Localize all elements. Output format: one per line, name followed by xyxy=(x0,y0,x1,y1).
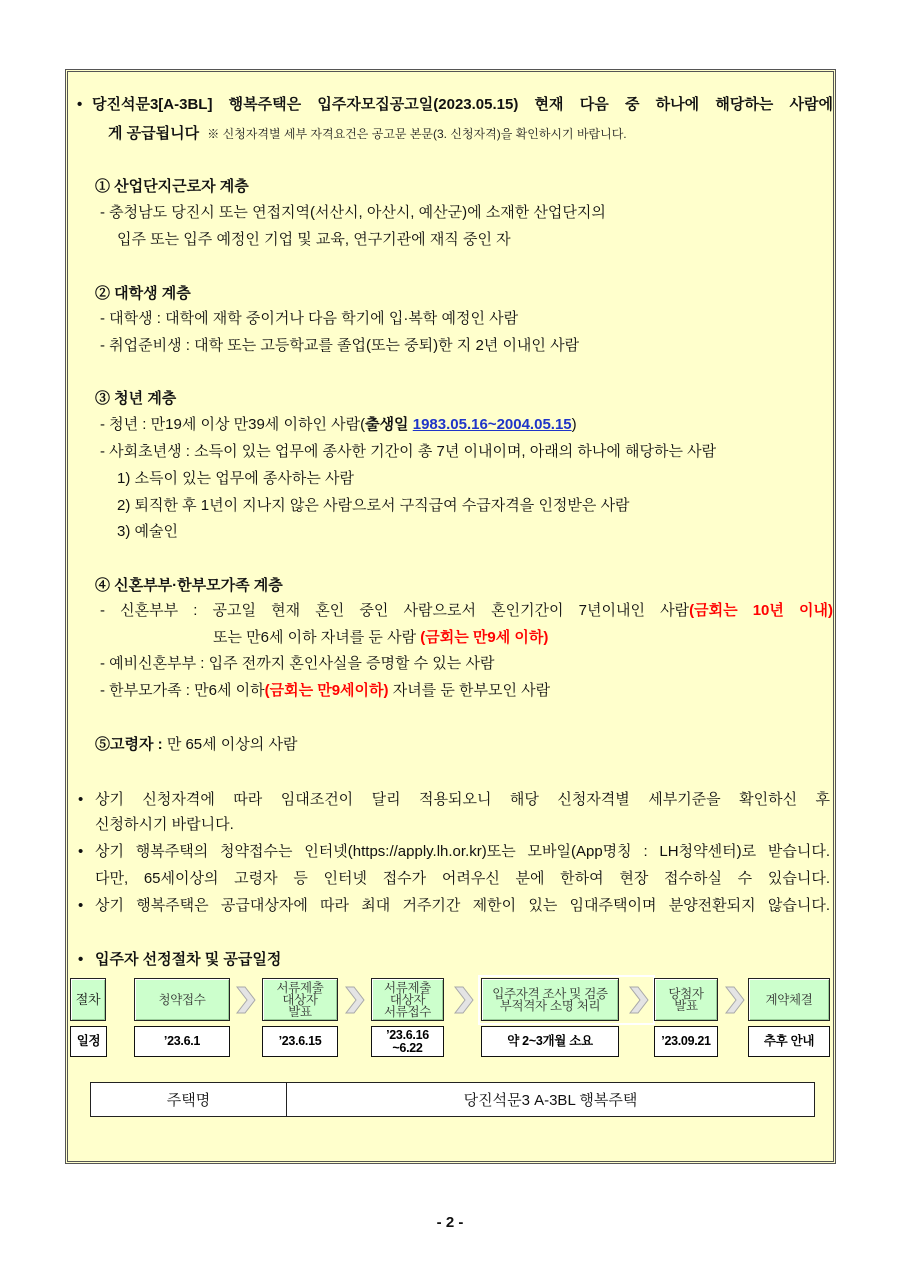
step-label: 발표 xyxy=(288,1004,312,1019)
student-line: - 취업준비생 : 대학 또는 고등학교를 졸업(또는 중퇴)한 지 2년 이내인 사람 xyxy=(100,337,580,354)
elderly-line xyxy=(95,734,830,756)
closing-paren: ) xyxy=(571,416,577,433)
schedule-date: 약 2~3개월 소요 xyxy=(507,1034,593,1048)
intro-line-2 xyxy=(108,123,830,145)
section-title-industrial: ① 산업단지근로자 계층 xyxy=(95,178,249,195)
youth-line xyxy=(100,414,830,436)
single-parent-criteria: - 한부모가족 : 만6세 이하 xyxy=(100,682,265,699)
step-label: 대상자 xyxy=(282,992,318,1007)
schedule-cell xyxy=(134,1026,230,1057)
row-label-text: 일정 xyxy=(76,1034,101,1048)
intro-note: ※ 신청자격별 세부 자격요건은 공고문 본문(3. 신청자격)을 확인하시기 바랍니다. xyxy=(207,127,627,141)
bullet: • xyxy=(78,843,84,860)
bullet: • xyxy=(78,897,84,914)
schedule-date: ’23.09.21 xyxy=(661,1034,711,1048)
newlywed-line xyxy=(213,627,830,649)
row-label-schedule xyxy=(70,1026,107,1057)
industrial-line: - 충청남도 당진시 또는 연접지역(서산시, 아산시, 예산군)에 소재한 산업단지의 xyxy=(100,204,606,221)
schedule-date: ’23.6.16 xyxy=(386,1027,429,1042)
student-line: - 대학생 : 대학에 재학 중이거나 다음 학기에 입·복학 예정인 사람 xyxy=(100,310,519,327)
birth-date-range: 1983.05.16~2004.05.15 xyxy=(412,416,572,433)
single-parent-line xyxy=(100,680,830,702)
step-label: 대상자 xyxy=(389,992,426,1007)
section-title-youth: ③ 청년 계층 xyxy=(95,390,177,407)
chevron-right-icon xyxy=(451,985,475,1015)
newlywed-criteria: 또는 만6세 이하 자녀를 둔 사람 xyxy=(213,629,417,646)
youth-criteria: - 청년 : 만19세 이상 만39세 이하인 사람( xyxy=(100,416,366,433)
step-label: 입주자격 조사 및 검증 xyxy=(492,986,608,1001)
notice-line: 신청하시기 바랍니다. xyxy=(95,816,234,833)
step-label: 서류제출 xyxy=(383,980,432,995)
bullet: • xyxy=(77,96,83,113)
step-label: 발표 xyxy=(674,998,698,1013)
bullet: • xyxy=(78,791,84,808)
youth-subitem: 3) 예술인 xyxy=(117,523,178,540)
schedule-cell xyxy=(481,1026,619,1057)
schedule-cell xyxy=(371,1026,444,1057)
birth-label: 출생일 xyxy=(365,416,409,433)
chevron-right-icon xyxy=(233,985,257,1015)
process-step xyxy=(134,978,230,1021)
schedule-date: ’23.6.15 xyxy=(278,1034,322,1048)
table-header-cell: 주택명 xyxy=(91,1083,287,1116)
step-label: 청약접수 xyxy=(158,992,206,1007)
single-parent-highlight: (금회는 만9세이하) xyxy=(264,682,389,699)
chevron-right-icon xyxy=(626,985,650,1015)
process-step xyxy=(481,978,619,1021)
schedule-date: ’23.6.1 xyxy=(163,1034,201,1048)
notice-line: 상기 행복주택은 공급대상자에 따라 최대 거주기간 제한이 있는 임대주택이며 분양전환되지 않습니다. xyxy=(95,897,830,914)
notice-line: 상기 신청자격에 따라 임대조건이 달리 적용되오니 해당 신청자격별 세부기준을 확인하신 후 xyxy=(95,791,830,808)
table-value-cell: 당진석문3 A-3BL 행복주택 xyxy=(463,1092,638,1109)
step-label: 서류제출 xyxy=(276,980,324,995)
step-label: 서류접수 xyxy=(383,1004,432,1019)
intro-line-1: 당진석문3[A-3BL] 행복주택은 입주자모집공고일(2023.05.15) 현재 다음 중 하나에 해당하는 사람에 xyxy=(92,96,833,113)
newlywed-line xyxy=(100,600,833,622)
page-number: - 2 - xyxy=(436,1214,464,1231)
section-title-student: ② 대학생 계층 xyxy=(95,285,191,302)
housing-name-table xyxy=(90,1082,815,1117)
notice-line: 상기 행복주택의 청약접수는 인터넷(https://apply.lh.or.kr)또는 모바일(App명칭 : LH청약센터)로 받습니다. xyxy=(95,843,830,860)
elderly-label: ⑤고령자 : xyxy=(95,736,163,753)
schedule-cell xyxy=(262,1026,338,1057)
intro-line-2-text: 게 공급됩니다 xyxy=(108,125,200,142)
process-heading: 입주자 선정절차 및 공급일정 xyxy=(95,951,282,968)
row-label-text: 절차 xyxy=(75,991,101,1007)
row-label-steps xyxy=(70,978,106,1021)
chevron-right-icon xyxy=(722,985,746,1015)
process-step xyxy=(748,978,830,1021)
youth-line: - 사회초년생 : 소득이 있는 업무에 종사한 기간이 총 7년 이내이며, 아래의 하나에 해당하는 사람 xyxy=(100,443,717,460)
schedule-cell xyxy=(654,1026,718,1057)
step-label: 부적격자 소명 처리 xyxy=(499,998,601,1013)
process-step xyxy=(371,978,444,1021)
newlywed-criteria: - 신혼부부 : 공고일 현재 혼인 중인 사람으로서 혼인기간이 7년이내인 사람 xyxy=(100,602,690,619)
process-step xyxy=(654,978,718,1021)
youth-subitem: 2) 퇴직한 후 1년이 지나지 않은 사람으로서 구직급여 수급자격을 인정받은 사람 xyxy=(117,497,630,514)
prospective-newlywed-line: - 예비신혼부부 : 입주 전까지 혼인사실을 증명할 수 있는 사람 xyxy=(100,655,495,672)
schedule-cell xyxy=(748,1026,830,1057)
newlywed-highlight: (금회는 10년 이내) xyxy=(689,602,833,619)
newlywed-highlight: (금회는 만9세 이하) xyxy=(420,629,549,646)
single-parent-criteria-end: 자녀를 둔 한부모인 사람 xyxy=(392,682,551,699)
process-step xyxy=(262,978,338,1021)
step-label: 계약체결 xyxy=(765,992,813,1007)
schedule-date: ~6.22 xyxy=(392,1040,423,1055)
industrial-line: 입주 또는 입주 예정인 기업 및 교육, 연구기관에 재직 중인 자 xyxy=(117,231,511,248)
chevron-right-icon xyxy=(342,985,366,1015)
step-label: 당첨자 xyxy=(668,986,704,1001)
schedule-date: 추후 안내 xyxy=(763,1034,815,1048)
elderly-criteria: 만 65세 이상의 사람 xyxy=(166,736,298,753)
notice-line: 다만, 65세이상의 고령자 등 인터넷 접수가 어려우신 분에 한하여 현장 접수하실 수 있습니다. xyxy=(95,870,830,887)
section-title-newlywed: ④ 신혼부부·한부모가족 계층 xyxy=(95,577,283,594)
bullet: • xyxy=(78,951,84,968)
youth-subitem: 1) 소득이 있는 업무에 종사하는 사람 xyxy=(117,470,355,487)
